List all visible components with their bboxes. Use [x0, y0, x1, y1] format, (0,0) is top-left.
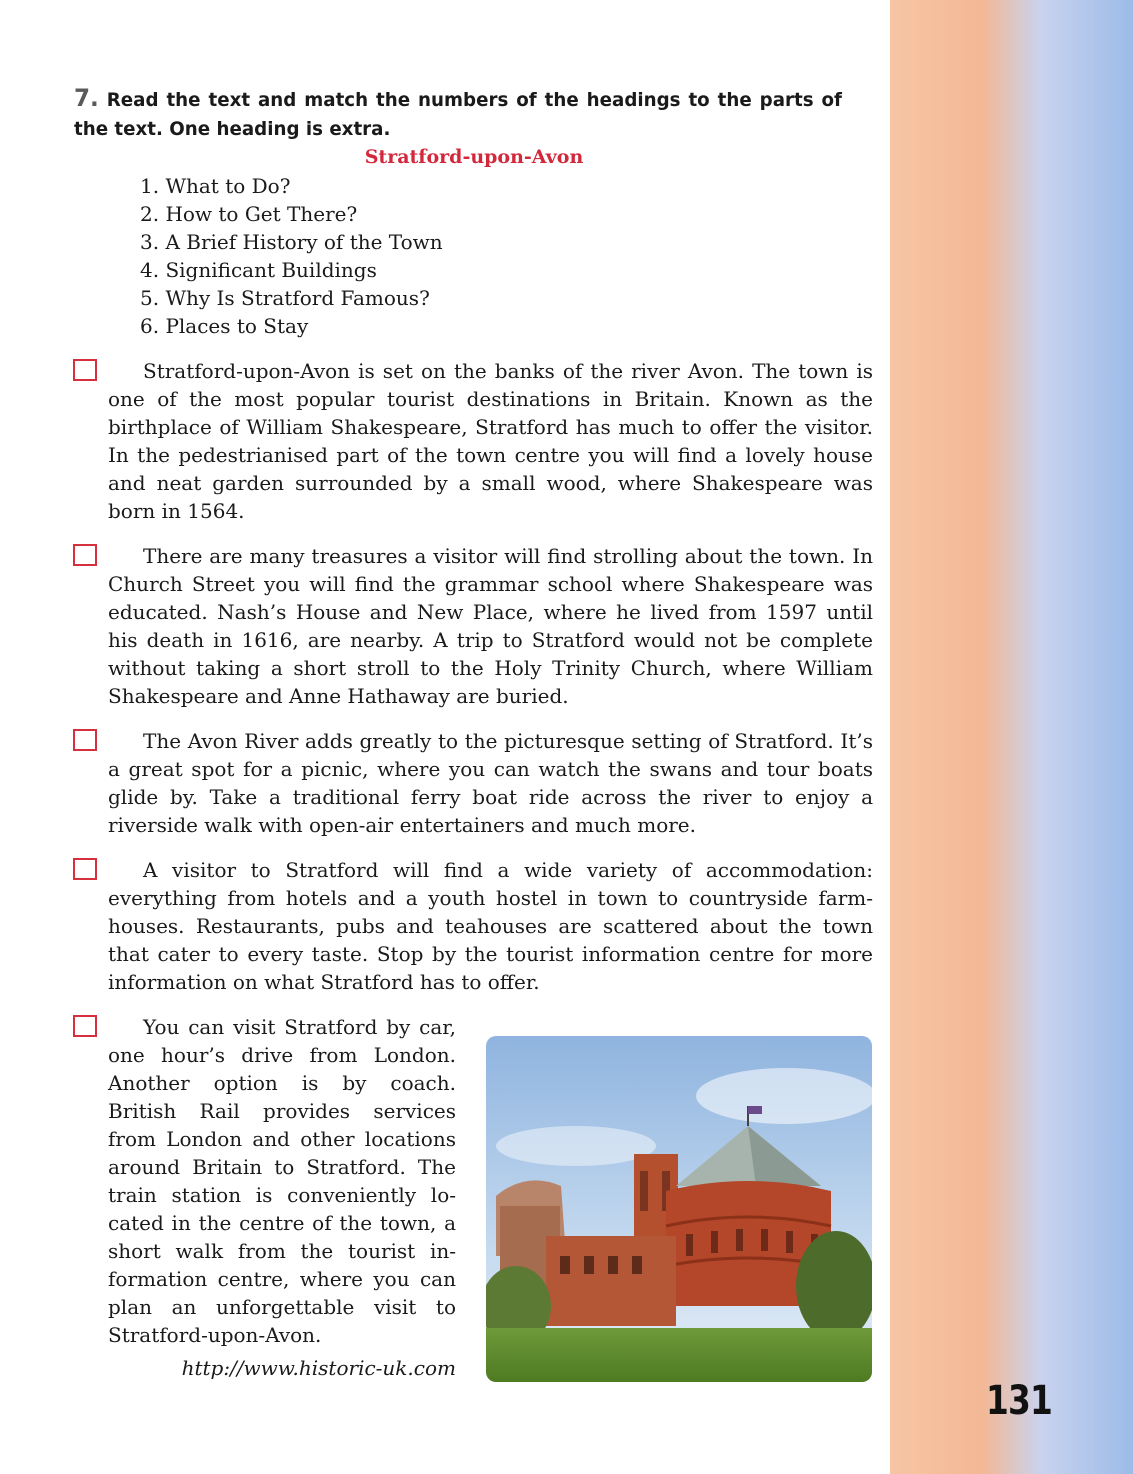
answer-box-5[interactable] — [73, 1015, 97, 1037]
paragraph-4: A visitor to Stratford will find a wide variety of accommodation: everything from hotels and a youth hostel in town to countryside farm-houses. Restaurants, pubs and teahouses are scattered about the town that cater to every taste. Stop by the tourist information centre for more information on what Stratford has to offer. — [108, 858, 873, 994]
task-text: Read the text and match the numbers of the headings to the parts of the text. One heading is extra. — [74, 89, 842, 140]
answer-box-4[interactable] — [73, 858, 97, 880]
heading-item: 3. A Brief History of the Town — [140, 230, 443, 254]
answer-box-3[interactable] — [73, 729, 97, 751]
task-number: 7. — [74, 84, 99, 112]
answer-box-2[interactable] — [73, 544, 97, 566]
paragraph-1: Stratford-upon-Avon is set on the banks of the river Avon. The town is one of the most popular tourist destinations in Britain. Known as the birthplace of William Shakespeare, Stratford has much to offer the visitor. In the pedestrianised part of the town centre you will find a lovely house and neat garden surrounded by a small wood, where Shakespeare was born in 1564. — [108, 359, 873, 523]
source-url: http://www.historic-uk.com — [181, 1356, 456, 1380]
heading-item: 1. What to Do? — [140, 174, 291, 198]
answer-box-1[interactable] — [73, 359, 97, 381]
theatre-photo — [486, 1036, 872, 1382]
paragraph-2: There are many treasures a visitor will find strolling about the town. In Church Street you will find the grammar school where Shakespeare was educated. Nash’s House and New Place, where he lived from 1597 until his death in 1616, are nearby. A trip to Stratford would not be complete without taking a short stroll to the Holy Trinity Church, where William Shakespeare and Anne Hathaway are buried. — [108, 544, 873, 708]
page-number: 131 — [986, 1378, 1053, 1424]
heading-item: 6. Places to Stay — [140, 314, 309, 338]
task-instruction — [74, 84, 842, 144]
heading-item: 2. How to Get There? — [140, 202, 358, 226]
paragraph-5: You can visit Stratford by car, one hour’s drive from London. Another option is by coach. British Rail provides services from London and other locations around Britain to Stratford. The train station is conveniently lo-cated in the centre of the town, a short walk from the tourist in-formation centre, where you can plan an unforgettable visit to Stratford-upon-Avon. — [108, 1015, 456, 1347]
heading-item: 4. Significant Buildings — [140, 258, 377, 282]
paragraph-3: The Avon River adds greatly to the picturesque setting of Stratford. It’s a great spot for a picnic, where you can watch the swans and tour boats glide by. Take a traditional ferry boat ride across the river to enjoy a riverside walk with open-air entertainers and much more. — [108, 729, 873, 837]
headings-list — [140, 172, 443, 340]
text-title: Stratford-upon-Avon — [364, 146, 584, 168]
heading-item: 5. Why Is Stratford Famous? — [140, 286, 430, 310]
decorative-side-band — [890, 0, 1133, 1474]
